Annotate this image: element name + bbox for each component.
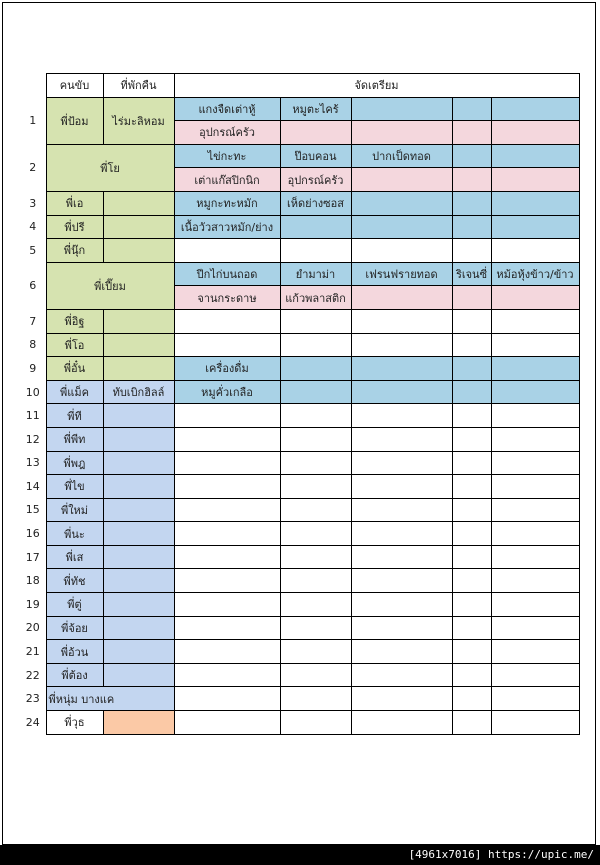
table-row bbox=[20, 475, 579, 499]
row-number: 24 bbox=[25, 715, 40, 729]
item-cell: เต่าแก๊สปิกนิก bbox=[174, 168, 280, 192]
row-number: 3 bbox=[29, 196, 37, 210]
item-cell: เห็ดย่างซอส bbox=[280, 191, 351, 215]
item-cell: ปีกไก่บนถอด bbox=[174, 262, 280, 286]
table-row bbox=[20, 333, 579, 357]
row-number: 21 bbox=[25, 645, 40, 659]
driver-name: พี่พีท bbox=[46, 427, 103, 451]
row-number: 15 bbox=[25, 503, 40, 517]
driver-name: พี่เปี๊ยม bbox=[46, 262, 174, 309]
table-row bbox=[20, 569, 579, 593]
row-number: 10 bbox=[25, 385, 40, 399]
item-cell: ไข่กะทะ bbox=[174, 144, 280, 168]
item-cell: ริเจนซี่ bbox=[452, 262, 491, 286]
table-row bbox=[20, 616, 579, 640]
driver-name: พี่ที bbox=[46, 404, 103, 428]
item-cell: จานกระดาษ bbox=[174, 286, 280, 310]
row-number: 11 bbox=[25, 409, 40, 423]
row-number: 7 bbox=[29, 314, 37, 328]
driver-name: พี่ทัช bbox=[46, 569, 103, 593]
header-prepare: จัดเตรียม bbox=[174, 74, 579, 98]
row-number: 6 bbox=[29, 279, 37, 293]
driver-name: พี่อ้วน bbox=[46, 640, 103, 664]
row-number: 5 bbox=[29, 243, 37, 257]
watermark-text: [4961x7016] https://upic.me/ bbox=[408, 848, 594, 861]
driver-name: พี่อิฐ bbox=[46, 309, 103, 333]
table-row bbox=[20, 451, 579, 475]
header-stay: ที่พักคืน bbox=[103, 74, 174, 98]
driver-name: พี่โอ bbox=[46, 333, 103, 357]
driver-name: พี่วุธ bbox=[46, 711, 103, 735]
driver-name: พี่นุ๊ก bbox=[46, 239, 103, 263]
table-row bbox=[20, 97, 579, 121]
table-row bbox=[20, 404, 579, 428]
table-row bbox=[20, 593, 579, 617]
row-number: 20 bbox=[25, 621, 40, 635]
driver-name: พี่ใหม่ bbox=[46, 498, 103, 522]
table-row bbox=[20, 522, 579, 546]
stay-place: ทับเบิกฮิลล์ bbox=[103, 380, 174, 404]
table-row bbox=[20, 380, 579, 404]
table-row bbox=[20, 687, 579, 711]
table-row bbox=[20, 144, 579, 168]
row-number: 9 bbox=[29, 361, 37, 375]
driver-name: พี่โย bbox=[46, 144, 174, 191]
row-number: 12 bbox=[25, 432, 40, 446]
table-row bbox=[20, 309, 579, 333]
table-row bbox=[20, 357, 579, 381]
row-number: 16 bbox=[25, 527, 40, 541]
item-cell: เครื่องดื่ม bbox=[174, 357, 280, 381]
driver-name: พี่เอ bbox=[46, 191, 103, 215]
table-row bbox=[20, 239, 579, 263]
driver-name: พี่จ้อย bbox=[46, 616, 103, 640]
driver-name: พี่ตู่ bbox=[46, 593, 103, 617]
table-row bbox=[20, 663, 579, 687]
item-cell: แก้วพลาสติก bbox=[280, 286, 351, 310]
item-cell: หมูกะทะหมัก bbox=[174, 191, 280, 215]
table-row bbox=[20, 640, 579, 664]
driver-name: พี่ต้อง bbox=[46, 663, 103, 687]
driver-name: พี่ป้อม bbox=[46, 97, 103, 144]
table-row bbox=[20, 711, 579, 735]
driver-name: พี่อั๋น bbox=[46, 357, 103, 381]
table-row bbox=[20, 215, 579, 239]
row-number: 8 bbox=[29, 338, 37, 352]
row-number: 23 bbox=[25, 692, 40, 706]
table-row bbox=[20, 498, 579, 522]
item-cell: แกงจืดเต่าหู้ bbox=[174, 97, 280, 121]
row-number: 17 bbox=[25, 550, 40, 564]
table-row bbox=[20, 191, 579, 215]
row-number: 18 bbox=[25, 574, 40, 588]
table-row bbox=[20, 545, 579, 569]
item-cell: ป๊อบคอน bbox=[280, 144, 351, 168]
row-number: 14 bbox=[25, 479, 40, 493]
row-number: 13 bbox=[25, 456, 40, 470]
row-number: 19 bbox=[25, 597, 40, 611]
header-row bbox=[20, 74, 579, 98]
item-cell: อุปกรณ์ครัว bbox=[174, 121, 280, 145]
table-row bbox=[20, 427, 579, 451]
watermark-bar bbox=[0, 845, 600, 865]
item-cell: หมูคั่วเกลือ bbox=[174, 380, 280, 404]
table-row bbox=[20, 262, 579, 286]
item-cell: อุปกรณ์ครัว bbox=[280, 168, 351, 192]
driver-name: พี่ไข bbox=[46, 475, 103, 499]
row-number: 1 bbox=[29, 114, 37, 128]
item-cell: ปากเป็ดทอด bbox=[351, 144, 452, 168]
header-driver: คนขับ bbox=[46, 74, 103, 98]
driver-name: พี่ปรี bbox=[46, 215, 103, 239]
row-number: 2 bbox=[29, 161, 37, 175]
item-cell: หมูตะไคร้ bbox=[280, 97, 351, 121]
assignment-table bbox=[20, 73, 580, 735]
driver-name: พี่พฎ bbox=[46, 451, 103, 475]
stay-place: ไร่มะลิหอม bbox=[103, 97, 174, 144]
driver-name: พี่แม็ค bbox=[46, 380, 103, 404]
row-number: 22 bbox=[25, 668, 40, 682]
item-cell: หม้อหุ้งข้าว/ข้าว bbox=[491, 262, 579, 286]
row-number: 4 bbox=[29, 220, 37, 234]
item-cell: ยำมาม่า bbox=[280, 262, 351, 286]
item-cell: เฟรนฟรายทอด bbox=[351, 262, 452, 286]
item-cell: เนื้อวัวสาวหมัก/ย่าง bbox=[174, 215, 280, 239]
driver-name: พี่เส bbox=[46, 545, 103, 569]
driver-name: พี่นะ bbox=[46, 522, 103, 546]
driver-name: พี่หนุ่ม บางแค bbox=[46, 687, 174, 711]
